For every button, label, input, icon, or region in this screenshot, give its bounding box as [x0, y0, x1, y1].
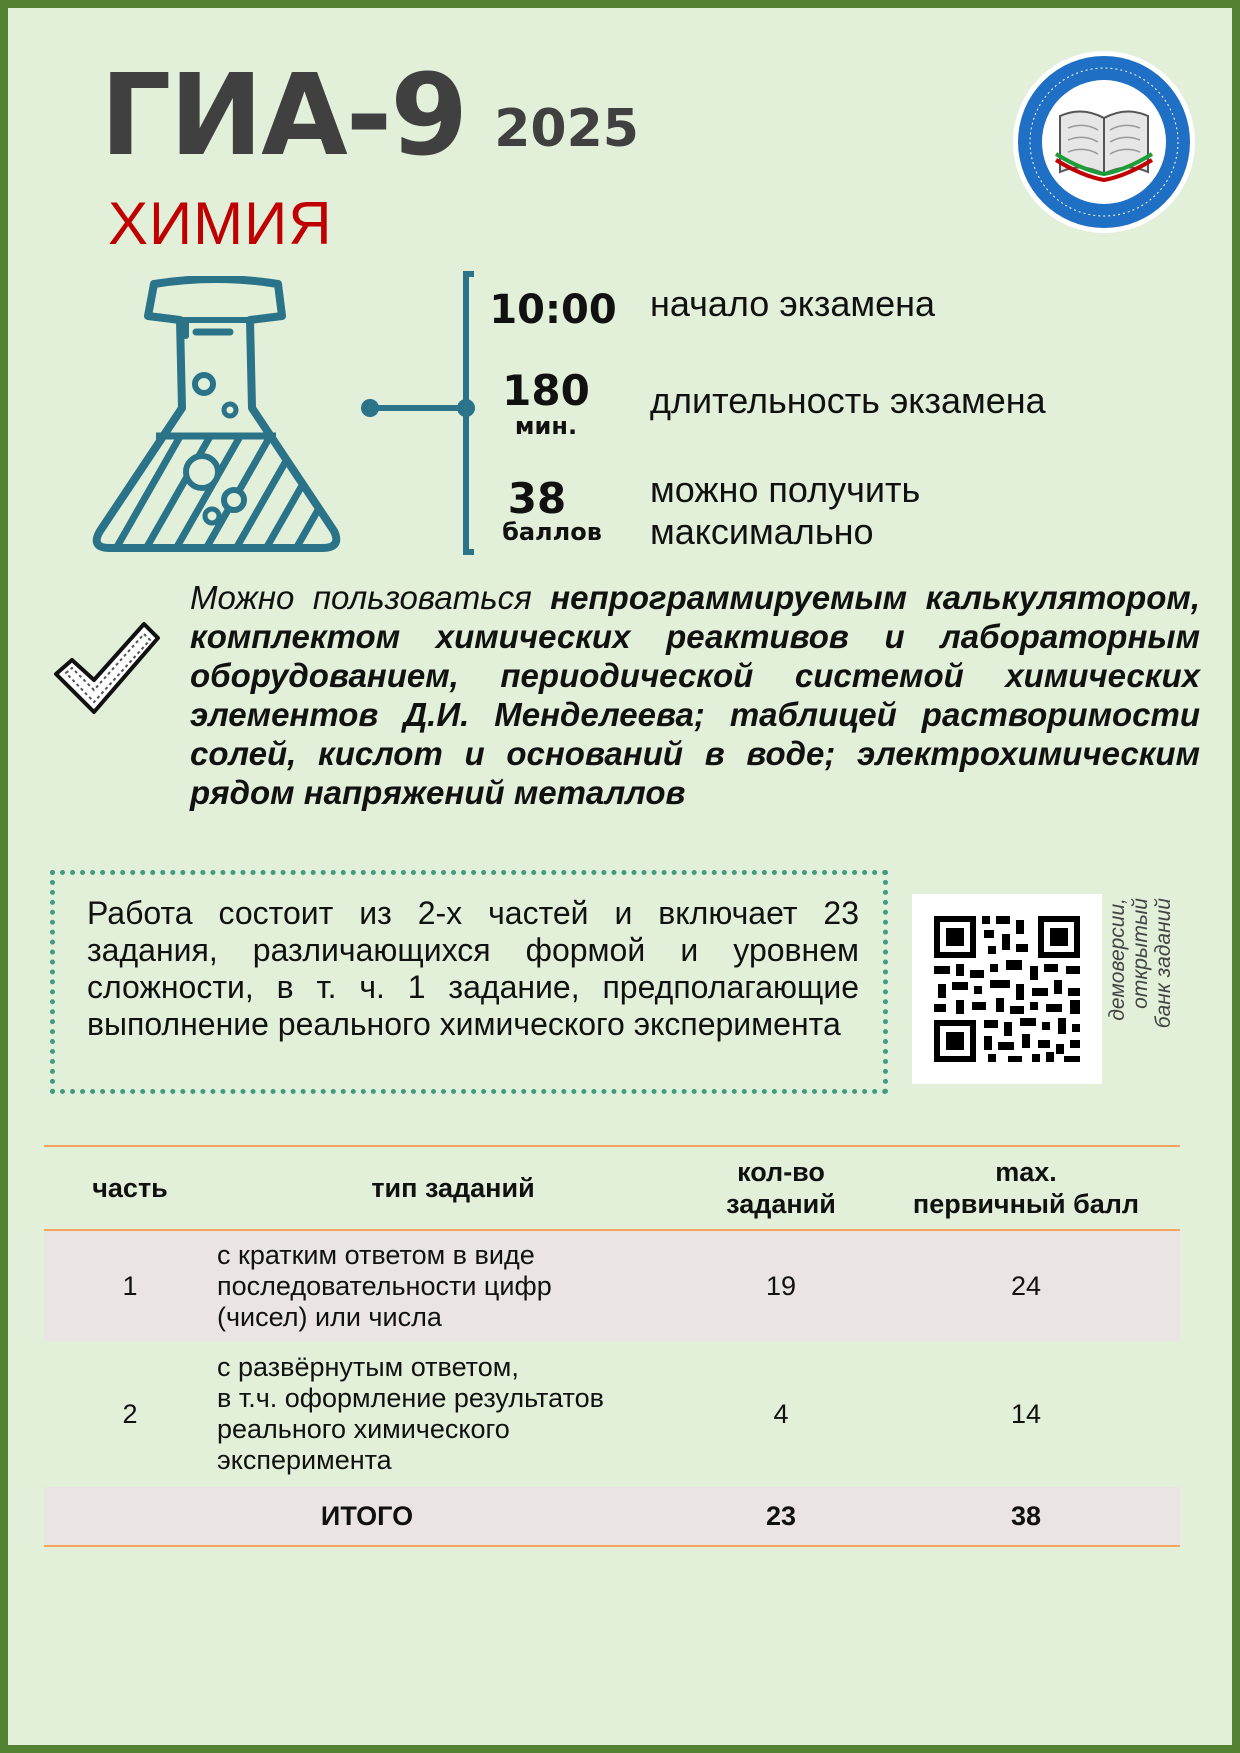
stats-bracket: [348, 270, 478, 560]
col-header-max-line1: max.: [995, 1157, 1057, 1187]
col-header-max-line2: первичный балл: [912, 1189, 1140, 1219]
start-time-label: начало экзамена: [650, 283, 936, 324]
checkmark-icon: [52, 618, 162, 718]
exam-year: 2025: [494, 99, 639, 159]
subject-name: ХИМИЯ: [108, 190, 333, 257]
allowed-list: непрограммируемым калькулятором, комплектом химических реактивов и лабораторным оборудованием, периодической системой химических элементов Д.И. Менделеева; таблицей растворимости солей, кислот и оснований в воде; электрохимическим рядом напряжений металлов: [190, 579, 1200, 811]
part-number: 2: [122, 1398, 138, 1429]
task-count: 19: [690, 1230, 872, 1341]
exam-name: ГИА-9: [100, 51, 467, 181]
exam-structure-box: [50, 870, 888, 1094]
allowed-intro: Можно пользоваться: [190, 579, 532, 616]
task-type-line: с развёрнутым ответом,: [217, 1352, 519, 1382]
col-header-type: тип заданий: [216, 1146, 690, 1230]
start-time-value: 10:00: [489, 287, 617, 333]
task-type-line: в т.ч. оформление результатов: [217, 1383, 604, 1413]
table-header-row: [44, 1146, 1180, 1230]
qr-caption: [1106, 898, 1216, 1088]
task-type: [216, 1230, 690, 1341]
qr-caption-line3: банк заданий: [1152, 898, 1175, 1029]
task-count: 4: [773, 1398, 789, 1429]
col-header-count: [690, 1146, 872, 1230]
col-header-count-line2: заданий: [726, 1189, 836, 1219]
max-score: 14: [1010, 1398, 1042, 1429]
qr-caption-line2: открытый: [1129, 898, 1152, 1009]
col-header-part: часть: [44, 1146, 216, 1230]
max-score-label-line2: максимально: [650, 511, 874, 552]
duration-unit: мин.: [514, 412, 578, 440]
exam-parts-table: [44, 1145, 1180, 1547]
total-count: 23: [690, 1487, 872, 1546]
qr-code[interactable]: [912, 894, 1102, 1084]
max-score-label-line1: можно получить: [650, 469, 921, 510]
task-type-line: эксперимента: [217, 1445, 392, 1475]
exam-structure-text: Работа состоит из 2-х частей и включает 23 задания, различающихся формой и уровнем сложности, в т. ч. 1 задание, предполагающие выполнение реального химического эксперимента: [87, 895, 859, 1042]
task-type-line: последовательности цифр: [217, 1270, 552, 1301]
task-type-line: реального химического: [217, 1414, 510, 1444]
max-score-unit: баллов: [502, 518, 602, 546]
col-header-count-line1: кол-во: [737, 1157, 825, 1187]
duration-value: 180: [502, 366, 590, 415]
duration-label: длительность экзамена: [650, 380, 1046, 421]
table-row: [44, 1230, 1180, 1341]
max-score: 24: [872, 1230, 1180, 1341]
table-row: [44, 1341, 1180, 1487]
total-label: ИТОГО: [44, 1487, 690, 1546]
total-max: 38: [872, 1487, 1180, 1546]
page-title: [100, 51, 639, 181]
max-score-value: 38: [507, 474, 567, 523]
task-type: [216, 1341, 690, 1487]
chemistry-flask-icon: [86, 276, 346, 566]
part-number: 1: [44, 1230, 216, 1341]
ministry-logo: [1010, 48, 1198, 236]
task-type-line: с кратким ответом в виде: [217, 1239, 535, 1270]
qr-caption-line1: демоверсии,: [1106, 898, 1129, 1021]
task-type-line: (чисел) или числа: [217, 1301, 442, 1332]
col-header-max: [872, 1146, 1180, 1230]
allowed-materials: [190, 578, 1200, 812]
table-total-row: [44, 1487, 1180, 1546]
